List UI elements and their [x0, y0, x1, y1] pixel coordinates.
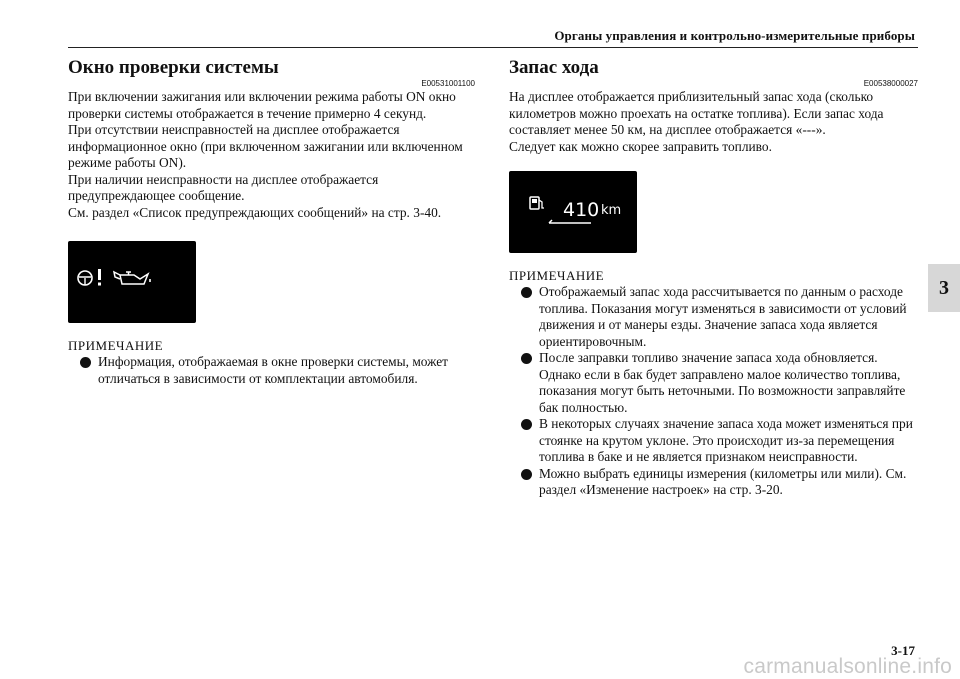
- bullet-icon: [521, 287, 532, 298]
- section-heading-range: Запас хода: [509, 57, 599, 78]
- system-check-icons: [68, 241, 196, 323]
- paragraph: При включении зажигания или включении режима работы ON окно проверки системы отображается в течение примерно 4 секунд.: [68, 89, 456, 121]
- paragraph: При наличии неисправности на дисплее отображается предупреждающее сообщение.: [68, 171, 379, 203]
- note-item: Отображаемый запас хода рассчитывается по данным о расходе топлива. Показания могут изменяться в зависимости от условий движения и от манеры езды. Значение запаса хода является ориентировочным.: [509, 284, 918, 350]
- section-heading-system-check: Окно проверки системы: [68, 57, 279, 78]
- system-check-section: [68, 56, 475, 387]
- note-list: [509, 284, 918, 499]
- section-code: E00538000027: [863, 79, 918, 88]
- warning-steering-icon: [78, 269, 101, 286]
- section-body: [509, 89, 918, 155]
- note-title: ПРИМЕЧАНИЕ: [509, 268, 605, 283]
- bullet-icon: [80, 357, 91, 368]
- watermark: carmanualsonline.info: [743, 655, 952, 678]
- bullet-icon: [521, 353, 532, 364]
- range-section: [509, 56, 918, 499]
- bullet-icon: [521, 419, 532, 430]
- paragraph: Следует как можно скорее заправить топливо.: [509, 138, 772, 154]
- oil-can-icon: [114, 272, 150, 284]
- range-unit: km: [601, 203, 622, 218]
- range-display: [509, 171, 637, 253]
- running-header: Органы управления и контрольно-измерительные приборы: [554, 28, 915, 43]
- note-item: В некоторых случаях значение запаса хода может изменяться при стоянке на крутом уклоне. Это происходит из-за перемещения топлива в баке и не является признаком неисправности.: [509, 416, 918, 466]
- note-item: Можно выбрать единицы измерения (километры или мили). См. раздел «Изменение настроек» на стр. 3-20.: [509, 466, 918, 499]
- page-number: 3-17: [891, 643, 915, 658]
- fuel-pump-icon: [530, 197, 544, 209]
- note-list: [68, 354, 475, 387]
- system-check-display: [68, 241, 196, 323]
- range-value: 410: [563, 199, 600, 221]
- paragraph: На дисплее отображается приблизительный запас хода (сколько километров можно проехать на остатке топлива). Если запас хода составляет менее 50 км, на дисплее отображается «---».: [509, 89, 884, 137]
- header-rule: [68, 47, 918, 48]
- paragraph: При отсутствии неисправностей на дисплее отображается информационное окно (при включенном зажигании или включенном режиме работы ON).: [68, 122, 463, 170]
- section-code: E00531001100: [421, 79, 475, 88]
- note-title: ПРИМЕЧАНИЕ: [68, 338, 164, 353]
- section-body: [68, 89, 475, 221]
- paragraph: См. раздел «Список предупреждающих сообщений» на стр. 3-40.: [68, 204, 442, 220]
- note-item: После заправки топливо значение запаса хода обновляется. Однако если в бак будет заправлено малое количество топлива, показания могут быть неточными. По возможности заправляйте бак полностью.: [509, 350, 918, 416]
- note-item: Информация, отображаемая в окне проверки системы, может отличаться в зависимости от комплектации автомобиля.: [68, 354, 475, 387]
- section-tab: 3: [928, 264, 960, 312]
- bullet-icon: [521, 469, 532, 480]
